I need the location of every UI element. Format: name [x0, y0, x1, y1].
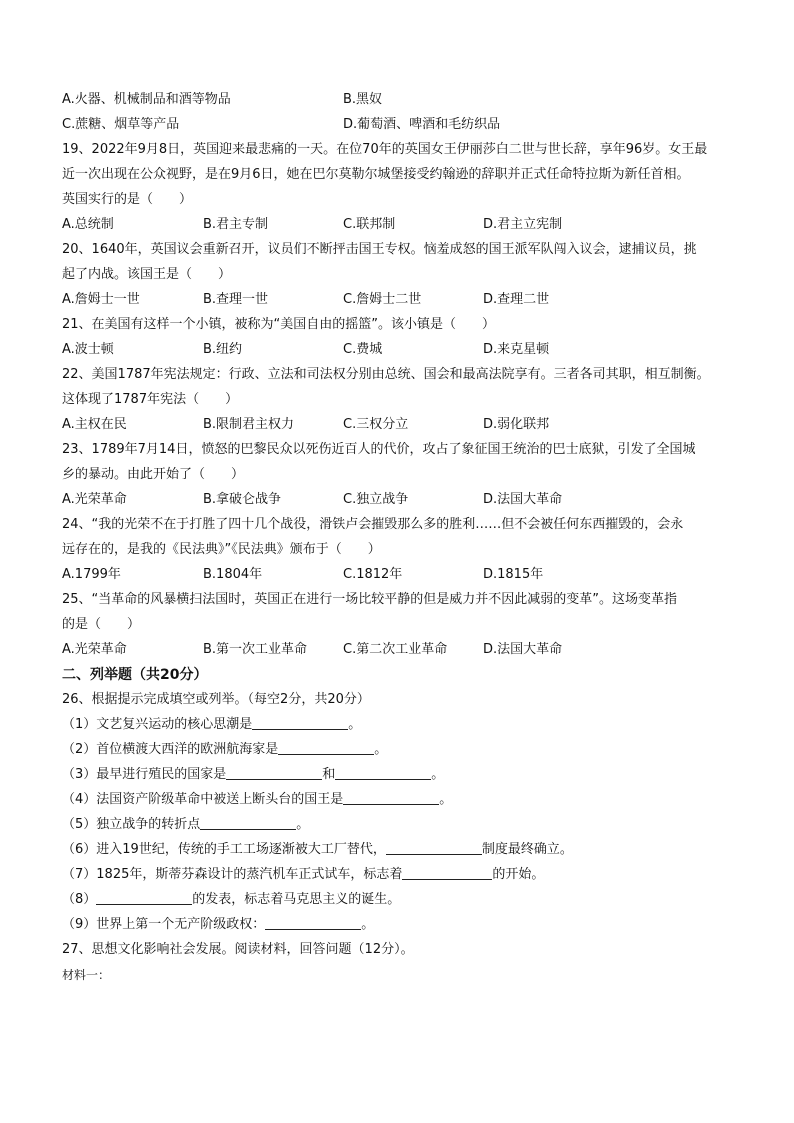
q19-stem-line3: 英国实行的是（ ）	[62, 192, 193, 207]
q22-stem-line2: 这体现了1787年宪法（ ）	[62, 392, 239, 407]
q26-item-4	[62, 791, 452, 809]
q20-stem-line1: 20、1640年，英国议会重新召开，议员们不断抨击国王专权。恼羞成怒的国王派军队闯入议会，逮捕议员，挑	[62, 242, 697, 257]
q26-item-3-blank-1[interactable]	[226, 766, 322, 780]
q26-item-9-text: （9）世界上第一个无产阶级政权：	[62, 917, 266, 932]
q22-option-c: C.三权分立	[343, 417, 409, 432]
q25-option-b: B.第一次工业革命	[203, 642, 308, 657]
q19-option-c: C.联邦制	[343, 217, 396, 232]
q26-item-5-text: （5）独立战争的转折点	[62, 817, 201, 832]
q18-option-d: D.葡萄酒、啤酒和毛纺织品	[343, 117, 501, 132]
q26-item-2-blank[interactable]	[278, 741, 374, 755]
q19-stem-line2: 近一次出现在公众视野，是在9月6日，她在巴尔莫勒尔城堡接受约翰逊的辞职并正式任命特拉斯为新任首相。	[62, 167, 690, 182]
q26-item-1-end: 。	[348, 717, 362, 732]
q26-item-7-blank[interactable]	[402, 866, 492, 880]
q26-item-5	[62, 816, 309, 834]
q26-item-1-text: （1）文艺复兴运动的核心思潮是	[62, 717, 253, 732]
q26-item-6	[62, 841, 573, 859]
q21-option-b: B.纽约	[203, 342, 243, 357]
q27-stem: 27、思想文化影响社会发展。阅读材料，回答问题（12分）。	[62, 942, 414, 957]
q20-option-b: B.查理一世	[203, 292, 269, 307]
q26-item-2	[62, 741, 387, 759]
q26-item-7-text: （7）1825年，斯蒂芬森设计的蒸汽机车正式试车，标志着	[62, 867, 403, 882]
q22-stem-line1: 22、美国1787年宪法规定：行政、立法和司法权分别由总统、国会和最高法院享有。三者各司其职，相互制衡。	[62, 367, 710, 382]
q18-option-c: C.蔗糖、烟草等产品	[62, 117, 180, 132]
q26-item-5-end: 。	[296, 817, 310, 832]
q26-item-3-end: 。	[431, 767, 445, 782]
q21-option-c: C.费城	[343, 342, 383, 357]
q23-option-b: B.拿破仑战争	[203, 492, 282, 507]
q20-option-c: C.詹姆士二世	[343, 292, 422, 307]
q23-option-a: A.光荣革命	[62, 492, 127, 507]
q18-option-b: B.黑奴	[343, 92, 383, 107]
q26-item-5-blank[interactable]	[200, 816, 296, 830]
q26-item-8-blank[interactable]	[96, 891, 192, 905]
q26-item-8-end: 的发表，标志着马克思主义的诞生。	[192, 892, 401, 907]
q18-option-a: A.火器、机械制品和酒等物品	[62, 92, 231, 107]
q26-item-8	[62, 891, 400, 909]
q26-item-4-blank[interactable]	[343, 791, 439, 805]
q19-option-d: D.君主立宪制	[483, 217, 563, 232]
q26-item-6-end: 制度最终确立。	[481, 842, 573, 857]
q22-option-d: D.弱化联邦	[483, 417, 550, 432]
q25-stem-line2: 的是（ ）	[62, 617, 141, 632]
q26-item-9	[62, 916, 374, 934]
q26-item-3-and: 和	[322, 767, 336, 782]
q25-option-a: A.光荣革命	[62, 642, 127, 657]
q20-stem-line2: 起了内战。该国王是（ ）	[62, 267, 232, 282]
q26-item-3	[62, 766, 444, 784]
q26-item-3-blank-2[interactable]	[335, 766, 431, 780]
q23-stem-line2: 乡的暴动。由此开始了（ ）	[62, 467, 245, 482]
q23-stem-line1: 23、1789年7月14日，愤怒的巴黎民众以死伤近百人的代价，攻占了象征国王统治的巴士底狱，引发了全国城	[62, 442, 696, 457]
q25-option-d: D.法国大革命	[483, 642, 563, 657]
q26-item-6-text: （6）进入19世纪，传统的手工工场逐渐被大工厂替代，	[62, 842, 386, 857]
q26-item-9-blank[interactable]	[265, 916, 361, 930]
q22-option-a: A.主权在民	[62, 417, 127, 432]
q27-material-label: 材料一：	[62, 968, 111, 982]
q26-item-7	[62, 866, 544, 884]
q20-option-d: D.查理二世	[483, 292, 550, 307]
q21-stem-line1: 21、在美国有这样一个小镇，被称为“美国自由的摇篮”。该小镇是（ ）	[62, 317, 496, 332]
q19-option-b: B.君主专制	[203, 217, 269, 232]
q26-stem: 26、根据提示完成填空或列举。（每空2分，共20分）	[62, 692, 370, 707]
q24-option-d: D.1815年	[483, 567, 544, 582]
q21-option-d: D.来克星顿	[483, 342, 550, 357]
q19-option-a: A.总统制	[62, 217, 114, 232]
q26-item-9-end: 。	[361, 917, 375, 932]
q23-option-c: C.独立战争	[343, 492, 409, 507]
q23-option-d: D.法国大革命	[483, 492, 563, 507]
q26-item-3-text: （3）最早进行殖民的国家是	[62, 767, 227, 782]
q24-stem-line2: 远存在的，是我的《民法典》”《民法典》颁布于（ ）	[62, 542, 381, 557]
q26-item-6-blank[interactable]	[386, 841, 482, 855]
q20-option-a: A.詹姆士一世	[62, 292, 140, 307]
q26-item-4-text: （4）法国资产阶级革命中被送上断头台的国王是	[62, 792, 344, 807]
q26-item-8-text: （8）	[62, 892, 97, 907]
q24-option-c: C.1812年	[343, 567, 403, 582]
q19-stem-line1: 19、2022年9月8日，英国迎来最悲痛的一天。在位70年的英国女王伊丽莎白二世与世长辞，享年96岁。女王最	[62, 142, 708, 157]
q24-option-a: A.1799年	[62, 567, 121, 582]
q24-stem-line1: 24、“我的光荣不在于打胜了四十几个战役，滑铁卢会摧毁那么多的胜利……但不会被任何东西摧毁的，会永	[62, 517, 684, 532]
q25-stem-line1: 25、“当革命的风暴横扫法国时，英国正在进行一场比较平静的但是威力并不因此减弱的变革”。这场变革指	[62, 592, 678, 607]
q21-option-a: A.波士顿	[62, 342, 114, 357]
q22-option-b: B.限制君主权力	[203, 417, 295, 432]
q25-option-c: C.第二次工业革命	[343, 642, 448, 657]
q26-item-2-text: （2）首位横渡大西洋的欧洲航海家是	[62, 742, 279, 757]
q26-item-4-end: 。	[439, 792, 453, 807]
q26-item-1-blank[interactable]	[252, 716, 348, 730]
q26-item-7-end: 的开始。	[492, 867, 545, 882]
q26-item-1	[62, 716, 361, 734]
q24-option-b: B.1804年	[203, 567, 263, 582]
section-2-heading: 二、列举题（共20分）	[62, 667, 208, 683]
q26-item-2-end: 。	[374, 742, 388, 757]
